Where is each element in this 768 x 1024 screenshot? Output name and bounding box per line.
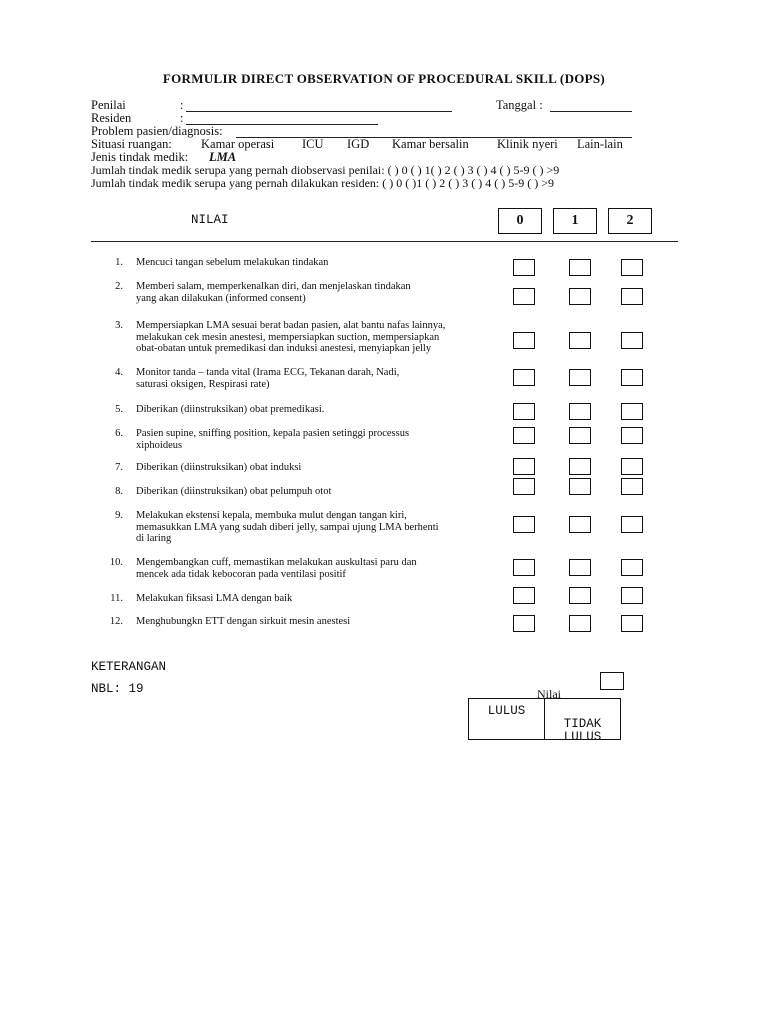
item-text <box>136 557 508 580</box>
jumlah-residen-line: Jumlah tindak medik serupa yang pernah dilakukan residen: ( ) 0 ( )1 ( ) 2 ( ) 3 ( ) 4 ( ) 5-9 ( ) >9 <box>91 176 554 190</box>
score-checkbox-0[interactable] <box>513 288 535 305</box>
score-checkbox-2[interactable] <box>621 403 643 420</box>
item-number: 9. <box>115 510 123 521</box>
item-number: 6. <box>115 428 123 439</box>
item-text-line: Melakukan fiksasi LMA dengan baik <box>136 593 293 604</box>
residen-colon: : <box>180 111 184 125</box>
item-text-line: Diberikan (diinstruksikan) obat induksi <box>136 462 302 473</box>
score-header-0: 0 <box>498 208 542 234</box>
item-text-line: Diberikan (diinstruksikan) obat premedikasi. <box>136 404 325 415</box>
score-checkbox-0[interactable] <box>513 559 535 576</box>
score-checkbox-2[interactable] <box>621 288 643 305</box>
score-checkbox-0[interactable] <box>513 458 535 475</box>
item-text <box>136 257 508 269</box>
item-text-line: saturasi oksigen, Respirasi rate) <box>136 378 270 390</box>
form-title: FORMULIR DIRECT OBSERVATION OF PROCEDURAL SKILL (DOPS) <box>162 71 606 86</box>
item-number: 11. <box>110 593 123 604</box>
item-number: 2. <box>115 281 123 292</box>
item-text-line: memasukkan LMA yang sudah diberi jelly, sampai ujung LMA berhenti <box>136 521 439 533</box>
item-number: 3. <box>115 320 123 331</box>
score-checkbox-1[interactable] <box>569 259 591 276</box>
lulus-label: LULUS <box>487 704 526 718</box>
tanggal-field[interactable] <box>550 99 632 112</box>
score-checkbox-1[interactable] <box>569 288 591 305</box>
item-number: 7. <box>115 462 123 473</box>
item-text-line: obat-obatan untuk premedikasi dan induksi anestesi, menyiapkan jelly <box>136 343 432 354</box>
score-checkbox-1[interactable] <box>569 332 591 349</box>
item-text <box>136 462 508 474</box>
item-text-line: Pasien supine, sniffing position, kepala pasien setinggi processus <box>136 428 410 439</box>
score-checkbox-0[interactable] <box>513 615 535 632</box>
item-text <box>136 428 508 451</box>
tidak-lulus-label: TIDAK LULUS <box>563 717 602 744</box>
item-text-line: Monitor tanda – tanda vital (Irama ECG, Tekanan darah, Nadi, <box>136 367 400 378</box>
item-text-line: Mengembangkan cuff, memastikan melakukan auskultasi paru dan <box>136 557 417 568</box>
item-text <box>136 367 508 390</box>
situasi-option-klinik-nyeri[interactable]: Klinik nyeri <box>497 137 558 151</box>
score-checkbox-0[interactable] <box>513 427 535 444</box>
residen-label: Residen <box>91 111 132 125</box>
item-text <box>136 320 508 355</box>
keterangan-label: KETERANGAN <box>91 660 167 674</box>
item-text-line: Diberikan (diinstruksikan) obat pelumpuh otot <box>136 486 332 497</box>
item-number: 4. <box>115 367 123 378</box>
lulus-cell[interactable] <box>469 699 545 739</box>
situasi-option-kamar-operasi[interactable]: Kamar operasi <box>201 137 275 151</box>
item-text-line: mencek ada tidak kebocoran pada ventilasi positif <box>136 568 346 580</box>
score-header-2: 2 <box>608 208 652 234</box>
item-text <box>136 593 508 605</box>
header-divider <box>91 241 678 242</box>
score-header-1: 1 <box>553 208 597 234</box>
item-number: 5. <box>115 404 123 415</box>
score-checkbox-0[interactable] <box>513 478 535 495</box>
penilai-field[interactable] <box>186 99 452 112</box>
score-checkbox-0[interactable] <box>513 332 535 349</box>
item-text <box>136 510 508 545</box>
result-table <box>468 698 621 744</box>
score-checkbox-1[interactable] <box>569 458 591 475</box>
item-text-line: Mencuci tangan sebelum melakukan tindakan <box>136 257 329 268</box>
item-number: 12. <box>109 616 123 627</box>
item-text <box>136 281 508 304</box>
situasi-option-lain-lain[interactable]: Lain-lain <box>577 137 623 151</box>
score-checkbox-0[interactable] <box>513 403 535 420</box>
item-text-line: Memberi salam, memperkenalkan diri, dan menjelaskan tindakan <box>136 281 411 292</box>
item-text <box>136 404 508 416</box>
score-checkbox-1[interactable] <box>569 587 591 604</box>
score-checkbox-0[interactable] <box>513 587 535 604</box>
item-text <box>136 616 508 628</box>
item-number: 8. <box>115 486 123 497</box>
score-checkbox-2[interactable] <box>621 587 643 604</box>
score-checkbox-0[interactable] <box>513 516 535 533</box>
penilai-label: Penilai <box>91 98 126 112</box>
tanggal-label: Tanggal : <box>496 98 543 112</box>
score-checkbox-1[interactable] <box>569 369 591 386</box>
nilai-header-label: NILAI <box>191 213 229 227</box>
final-nilai-box[interactable] <box>600 672 624 690</box>
situasi-label: Situasi ruangan: <box>91 137 172 151</box>
situasi-option-igd[interactable]: IGD <box>347 137 370 151</box>
score-checkbox-1[interactable] <box>569 478 591 495</box>
item-text-line: xiphoideus <box>136 439 183 451</box>
item-number: 1. <box>115 257 123 268</box>
score-checkbox-2[interactable] <box>621 615 643 632</box>
item-text-line: Melakukan ekstensi kepala, membuka mulut dengan tangan kiri, <box>136 510 407 521</box>
score-checkbox-2[interactable] <box>621 516 643 533</box>
score-checkbox-0[interactable] <box>513 259 535 276</box>
score-checkbox-2[interactable] <box>621 332 643 349</box>
score-checkbox-0[interactable] <box>513 369 535 386</box>
item-text-line: yang akan dilakukan (informed consent) <box>136 292 306 304</box>
score-checkbox-1[interactable] <box>569 559 591 576</box>
score-checkbox-2[interactable] <box>621 427 643 444</box>
item-text-line: Mempersiapkan LMA sesuai berat badan pasien, alat bantu nafas lainnya, <box>136 320 446 331</box>
score-checkbox-1[interactable] <box>569 403 591 420</box>
item-text-line: Menghubungkn ETT dengan sirkuit mesin anestesi <box>136 616 351 627</box>
item-text-line: di laring <box>136 533 172 544</box>
situasi-option-icu[interactable]: ICU <box>302 137 324 151</box>
item-number: 10. <box>109 557 123 568</box>
nbl-text: NBL: 19 <box>91 682 144 696</box>
jumlah-penilai-line: Jumlah tindak medik serupa yang pernah diobservasi penilai: ( ) 0 ( ) 1( ) 2 ( ) 3 ( ) 4 ( ) 5-9 ( ) >9 <box>91 163 560 177</box>
jenis-value: LMA <box>209 150 237 164</box>
item-text <box>136 486 508 498</box>
score-checkbox-1[interactable] <box>569 427 591 444</box>
score-checkbox-2[interactable] <box>621 458 643 475</box>
score-checkbox-1[interactable] <box>569 615 591 632</box>
jenis-label: Jenis tindak medik: <box>91 150 189 164</box>
item-text-line: melakukan cek mesin anestesi, mempersiapkan suction, mempersiapkan <box>136 331 440 343</box>
score-checkbox-2[interactable] <box>621 559 643 576</box>
situasi-option-kamar-bersalin[interactable]: Kamar bersalin <box>392 137 469 151</box>
problem-label: Problem pasien/diagnosis: <box>91 124 223 138</box>
score-checkbox-2[interactable] <box>621 369 643 386</box>
score-checkbox-1[interactable] <box>569 516 591 533</box>
final-nilai-label: Nilai <box>537 687 561 701</box>
tidak-lulus-cell[interactable] <box>545 699 620 744</box>
penilai-colon: : <box>180 98 184 112</box>
score-checkbox-2[interactable] <box>621 478 643 495</box>
score-checkbox-2[interactable] <box>621 259 643 276</box>
